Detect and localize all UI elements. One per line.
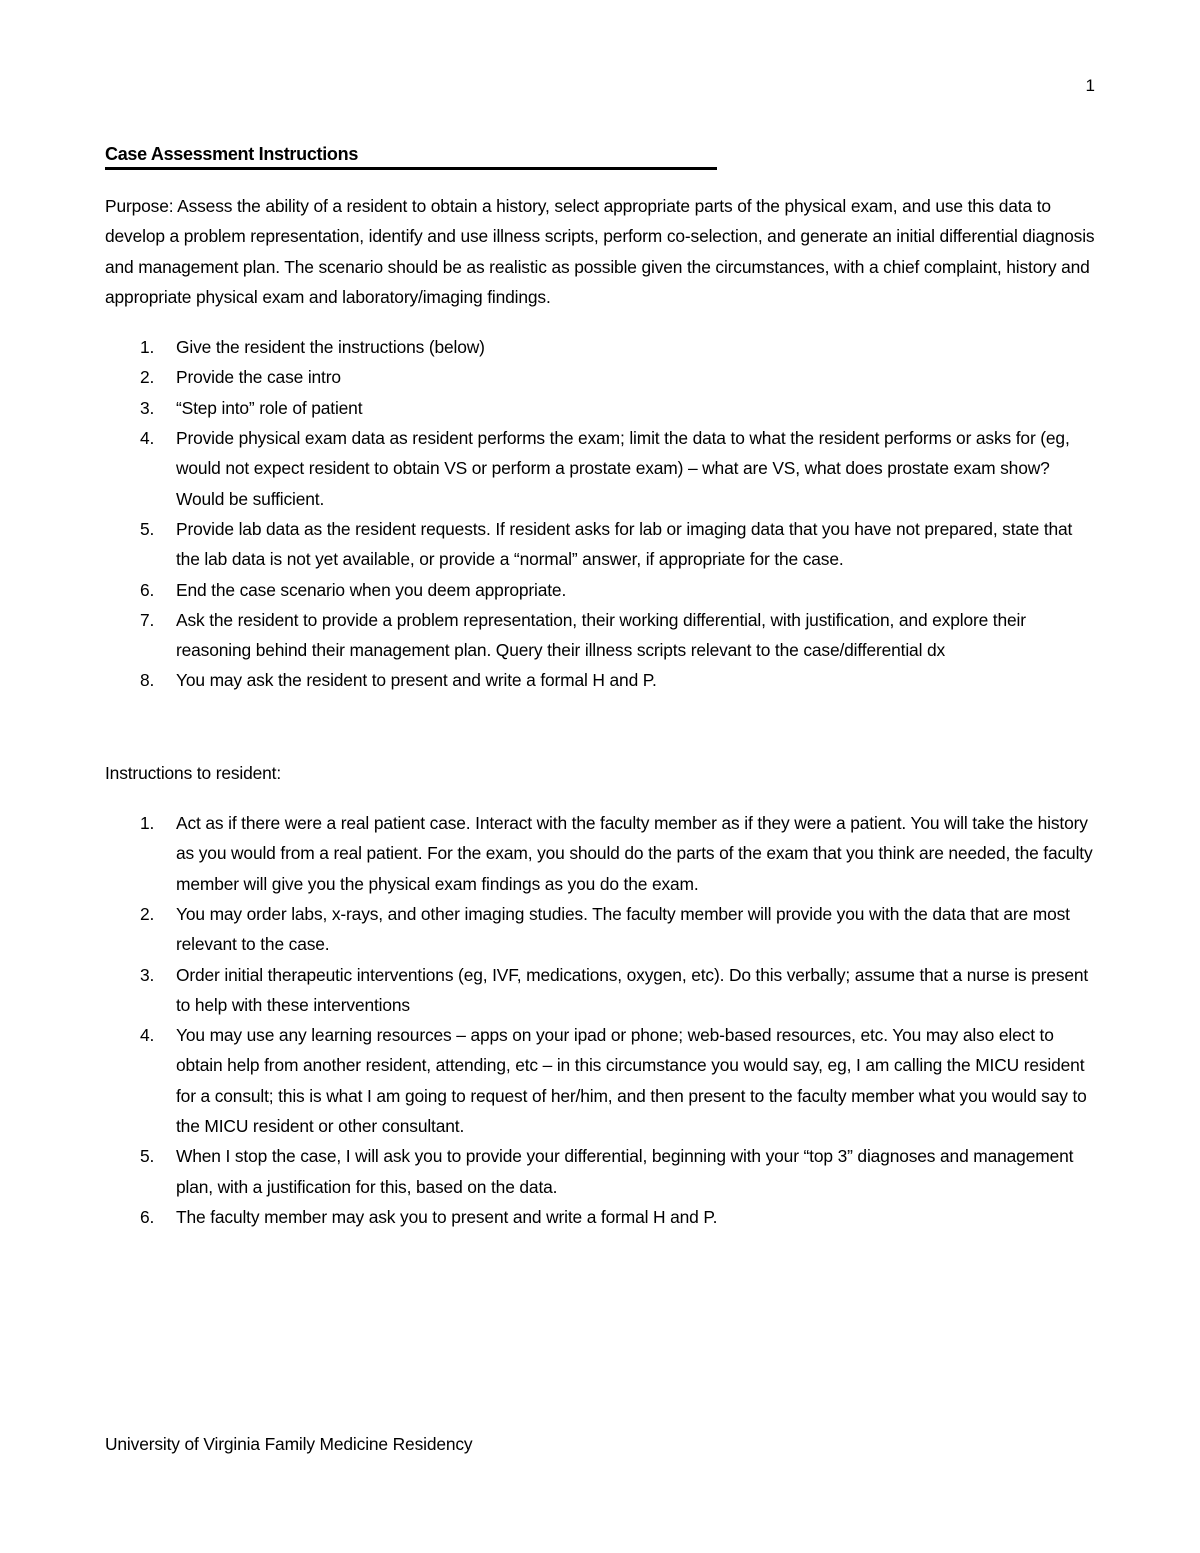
faculty-steps-list: [105, 332, 1095, 696]
page-number: 1: [1085, 76, 1095, 95]
list-item: [105, 960, 1095, 1021]
list-number: 1.: [140, 813, 155, 834]
list-number: 2.: [140, 367, 155, 388]
list-text: You may use any learning resources – apps on your ipad or phone; web-based resources, etc. You may also elect to obtain help from another resident, attending, etc – in this circumstance you would say, eg, I am calling the MICU resident for a consult; this is what I am going to request of her/him, and then present to the faculty member what you would say to the MICU resident or other consultant.: [176, 1025, 1087, 1137]
resident-steps-list: [105, 808, 1095, 1232]
list-text: “Step into” role of patient: [176, 397, 363, 418]
list-item: [105, 1141, 1095, 1202]
page-footer: University of Virginia Family Medicine Residency: [105, 1434, 473, 1454]
list-item: [105, 1020, 1095, 1141]
list-number: 2.: [140, 903, 155, 924]
list-text: You may order labs, x-rays, and other imaging studies. The faculty member will provide you with the data that are most relevant to the case.: [176, 903, 1070, 955]
list-number: 5.: [140, 518, 155, 539]
list-item: [105, 1202, 1095, 1232]
list-number: 6.: [140, 579, 155, 600]
list-text: When I stop the case, I will ask you to provide your differential, beginning with your “top 3” diagnoses and management plan, with a justification for this, based on the data.: [176, 1146, 1074, 1197]
list-text: Act as if there were a real patient case. Interact with the faculty member as if they were a patient. You will take the history as you would from a real patient. For the exam, you should do the parts of the exam that you think are needed, the faculty member will give you the physical exam findings as you do the exam.: [176, 813, 1093, 894]
list-number: 1.: [140, 337, 155, 358]
list-item: [105, 605, 1095, 666]
list-number: 3.: [140, 964, 155, 985]
list-text: You may ask the resident to present and write a formal H and P.: [176, 670, 657, 691]
list-text: Provide lab data as the resident requests. If resident asks for lab or imaging data that you have not prepared, state that the lab data is not yet available, or provide a “normal” answer, if appropriate for the case.: [176, 518, 1073, 570]
list-item: [105, 362, 1095, 392]
list-text: End the case scenario when you deem appropriate.: [176, 579, 567, 600]
list-text: Ask the resident to provide a problem representation, their working differential, with justification, and explore their reasoning behind their management plan. Query their illness scripts relevant to the case/differential dx: [176, 609, 1026, 661]
list-number: 7.: [140, 609, 155, 630]
list-text: The faculty member may ask you to present and write a formal H and P.: [176, 1206, 718, 1227]
list-item: [105, 393, 1095, 423]
list-item: [105, 808, 1095, 899]
list-item: [105, 665, 1095, 695]
list-text: Order initial therapeutic interventions (eg, IVF, medications, oxygen, etc). Do this verbally; assume that a nurse is present to help with these interventions: [176, 964, 1089, 1015]
document-title: Case Assessment Instructions: [105, 143, 717, 170]
list-item: [105, 514, 1095, 575]
purpose-paragraph: Purpose: Assess the ability of a resident to obtain a history, select appropriate parts of the physical exam, and use this data to develop a problem representation, identify and use illness scripts, perform co-selection, and generate an initial differential diagnosis and management plan. The scenario should be as realistic as possible given the circumstances, with a chief complaint, history and appropriate physical exam and laboratory/imaging findings.: [105, 196, 1095, 307]
list-number: 3.: [140, 397, 155, 418]
resident-instructions-heading: Instructions to resident:: [105, 762, 282, 783]
list-number: 6.: [140, 1206, 155, 1227]
list-text: Provide physical exam data as resident performs the exam; limit the data to what the resident performs or asks for (eg, would not expect resident to obtain VS or perform a prostate exam) – what are VS, what does prostate exam show? Would be sufficient.: [176, 428, 1070, 509]
list-number: 4.: [140, 428, 155, 449]
list-number: 8.: [140, 670, 155, 691]
list-item: [105, 899, 1095, 960]
document-body: [105, 191, 1095, 1232]
list-number: 5.: [140, 1146, 155, 1167]
section-spacer: [105, 696, 1095, 758]
list-item: [105, 575, 1095, 605]
list-item: [105, 332, 1095, 362]
list-item: [105, 423, 1095, 514]
list-text: Give the resident the instructions (below): [176, 337, 485, 358]
list-text: Provide the case intro: [176, 367, 341, 388]
list-number: 4.: [140, 1025, 155, 1046]
